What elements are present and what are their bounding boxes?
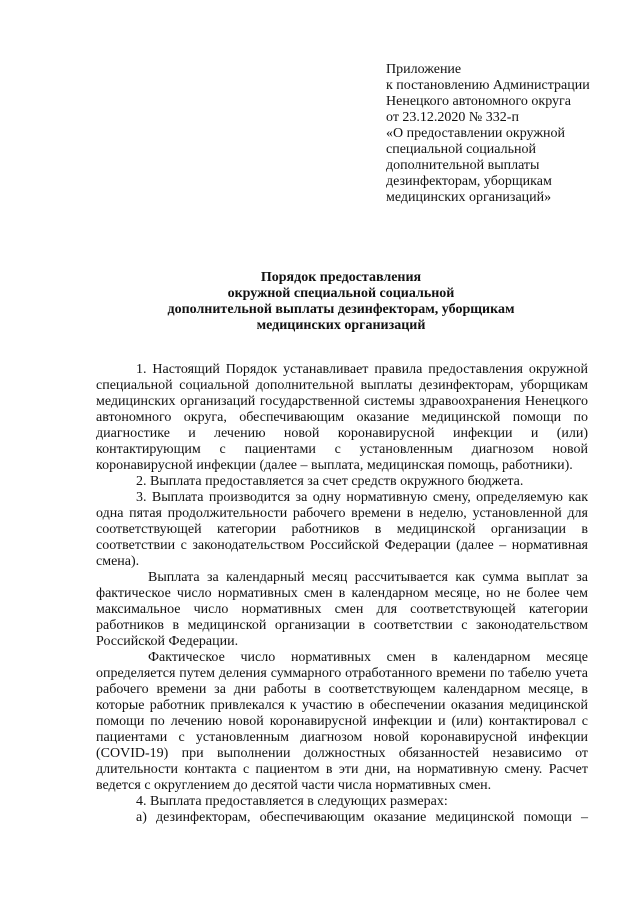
appendix-line: дезинфекторам, уборщикам bbox=[386, 174, 552, 189]
appendix-line: от 23.12.2020 № 332-п bbox=[386, 110, 519, 125]
paragraph-3-actual-count: Фактическое число нормативных смен в календарном месяце определяется путем деления суммарного отработанного времени по табелю учета рабочего времени за дни работы в соответствующем календарном месяце, в которые работник привлекался к участию в обеспечении оказания медицинской помощи по лечению новой коронавирусной инфекции и (или) контактировал с пациентами с установленным диагнозом новой коронавирусной инфекции (COVID-19) при выполнении должностных обязанностей независимо от длительности контакта с пациентом в эти дни, на нормативную смену. Расчет ведется с округлением до десятой части числа нормативных смен. bbox=[96, 650, 588, 793]
appendix-line: медицинских организаций» bbox=[386, 190, 552, 205]
paragraph-2: 2. Выплата предоставляется за счет средств окружного бюджета. bbox=[136, 474, 524, 489]
appendix-line: к постановлению Администрации bbox=[386, 78, 590, 93]
appendix-line: Ненецкого автономного округа bbox=[386, 94, 571, 109]
paragraph-1: 1. Настоящий Порядок устанавливает правила предоставления окружной специальной социальной дополнительной выплаты дезинфекторам, уборщикам медицинских организаций государственной системы здравоохранения Ненецкого автономного округа, обеспечивающим оказание медицинской помощи по диагностике и лечению новой коронавирусной инфекции и (или) контактирующим с пациентами с установленным диагнозом новой коронавирусной инфекции (далее – выплата, медицинская помощь, работники). bbox=[96, 362, 588, 473]
appendix-line: дополнительной выплаты bbox=[386, 158, 540, 173]
document-body bbox=[96, 362, 588, 826]
appendix-line: специальной социальной bbox=[386, 142, 536, 157]
title-line: Порядок предоставления bbox=[260, 270, 422, 285]
title-line: дополнительной выплаты дезинфекторам, уборщикам bbox=[167, 302, 515, 317]
title-line: медицинских организаций bbox=[256, 318, 426, 333]
document-title bbox=[40, 270, 640, 334]
title-line: окружной специальной социальной bbox=[227, 286, 455, 301]
appendix-block bbox=[386, 62, 621, 206]
paragraph-4a: а) дезинфекторам, обеспечивающим оказание медицинской помощи – bbox=[136, 810, 588, 825]
paragraph-3: 3. Выплата производится за одну нормативную смену, определяемую как одна пятая продолжительности рабочего времени в неделю, установленной для соответствующей категории работников в медицинской организации в соответствии с законодательством Российской Федерации (далее – нормативная смена). bbox=[96, 490, 588, 569]
paragraph-3-calculation: Выплата за календарный месяц рассчитывается как сумма выплат за фактическое число нормативных смен в календарном месяце, но не более чем максимальное число нормативных смен для соответствующей категории работников в медицинской организации в соответствии с законодательством Российской Федерации. bbox=[96, 570, 588, 649]
appendix-line: «О предоставлении окружной bbox=[386, 126, 566, 141]
paragraph-4: 4. Выплата предоставляется в следующих размерах: bbox=[136, 794, 448, 809]
appendix-line: Приложение bbox=[386, 62, 462, 77]
